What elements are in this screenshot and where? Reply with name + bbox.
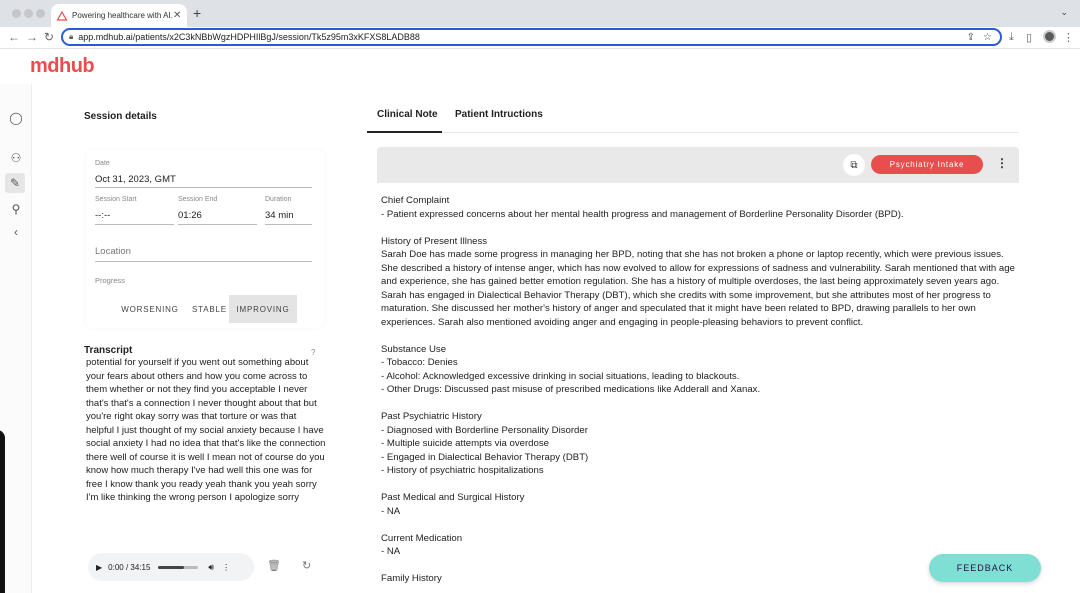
menu-dots-icon[interactable]: ⋮ (1063, 32, 1074, 44)
template-button[interactable]: Psychiatry Intake (871, 155, 983, 174)
note-section (381, 491, 1021, 518)
session-start-field[interactable]: --:-- (95, 210, 111, 221)
progress-worsening-button[interactable]: WORSENING (121, 304, 179, 314)
note-line: - Diagnosed with Borderline Personality Disorder (381, 424, 588, 436)
app-logo[interactable]: mdhub (30, 55, 95, 77)
clinical-note[interactable] (381, 194, 1021, 593)
transcript-title: Transcript (84, 345, 133, 356)
volume-icon[interactable]: 🔊︎ (208, 561, 215, 572)
lock-icon: 🔒︎ (69, 32, 74, 41)
duration-underline (265, 224, 312, 225)
note-section-heading: Family History (381, 573, 442, 584)
player-time: 0:00 / 34:15 (108, 562, 151, 572)
duration-label: Duration (265, 196, 292, 203)
note-section (381, 532, 1021, 559)
play-icon[interactable]: ▶ (96, 562, 103, 572)
end-underline (178, 224, 257, 225)
sidepanel-icon[interactable]: ▯ (1026, 32, 1033, 44)
tab-clinical-note[interactable]: Clinical Note (377, 109, 438, 120)
browser-tabbar (0, 0, 1080, 27)
note-section-heading: Current Medication (381, 532, 463, 544)
window-minimize-dot[interactable] (24, 9, 33, 18)
session-end-label: Session End (178, 196, 218, 203)
window-close-dot[interactable] (12, 9, 21, 18)
note-section (381, 343, 1021, 397)
active-tab-indicator (367, 131, 442, 133)
copy-icon[interactable]: ⧉ (843, 154, 865, 176)
app-root (0, 50, 1080, 593)
download-icon[interactable]: ⤓ (1009, 31, 1014, 43)
warning-icon (57, 11, 67, 21)
note-line: - NA (381, 546, 401, 557)
note-toolbar (377, 147, 1019, 183)
note-line: Sarah Doe has made some progress in managing her BPD, noting that she has not broken a phone or laptop recently, which were previous issues. She described a history of intense anger, which has now evolved to allow for expressions of sadness and vulnerability. Sarah mentioned that with age and experience, she has gained better emotion regulation. She has a history of multiple overdoses, the last being approximately seven years ago. Sarah has engaged in Dialectical Behavior Therapy (DBT), which she credits with some improvement, but she attributes most of her progress to maturation. She discussed her mother's history of anger and speculated that it might have been related to BPD, drawing parallels to her own experiences. Sarah also mentioned avoiding anger and engaging in people-pleasing behaviors to prevent conflict. (381, 249, 1015, 328)
seek-bar[interactable] (158, 566, 198, 569)
progress-label: Progress (95, 276, 126, 285)
session-details-card (86, 150, 324, 328)
date-underline (95, 187, 312, 188)
patients-icon[interactable]: ⚇ (10, 151, 22, 165)
browser-tab[interactable] (51, 4, 187, 27)
location-input[interactable]: Location (95, 246, 131, 257)
note-section (381, 410, 1021, 478)
tab-patient-instructions[interactable]: Patient Intructions (455, 109, 543, 120)
note-section-heading: Substance Use (381, 343, 447, 355)
notes-icon[interactable]: ✎ (5, 173, 25, 193)
chevron-down-icon[interactable]: ⌄ (1060, 7, 1068, 17)
player-menu-icon[interactable]: ⋮ (222, 562, 231, 572)
note-line: - Tobacco: Denies (381, 357, 458, 368)
note-section (381, 194, 1021, 221)
location-underline (95, 261, 312, 262)
feedback-button[interactable]: FEEDBACK (929, 554, 1041, 582)
note-line: - NA (381, 505, 401, 517)
reload-icon[interactable]: ↻ (44, 30, 55, 44)
note-line: - Patient expressed concerns about her mental health progress and management of Borderline Personality Disorder (BPD). (381, 208, 904, 220)
window-zoom-dot[interactable] (36, 9, 45, 18)
date-field[interactable]: Oct 31, 2023, GMT (95, 174, 176, 185)
browser-toolbar (0, 27, 1080, 49)
start-underline (95, 224, 174, 225)
address-bar[interactable] (61, 28, 1002, 46)
note-line: - Multiple suicide attempts via overdose (381, 438, 549, 449)
note-menu-icon[interactable]: ⋮ (996, 156, 1008, 170)
note-section-heading: Chief Complaint (381, 195, 450, 206)
note-section-heading: Past Medical and Surgical History (381, 492, 525, 503)
share-icon[interactable]: ⇪ (966, 31, 976, 43)
note-section (381, 235, 1021, 330)
transcript-content: potential for yourself if you went out something about your fears about others and how you come across to them whether or not they find you acceptable I never that's that's a connection I never thought about that but you're right okay sorry was that torture or was that helpful I just thought of my social anxiety because I have social anxiety I had no idea that that's like the connection there well of course it is well I mean not of course do you know how much therapy I've had well this one was for free I know thank you ready yeah thank you yeah sorry I'm like thinking the wrong person I apologize sorry (86, 357, 326, 503)
progress-stable-button[interactable]: STABLE (192, 304, 227, 314)
profile-avatar[interactable] (1043, 30, 1056, 43)
delete-icon[interactable]: 🗑︎ (267, 560, 281, 572)
note-section (381, 572, 1021, 586)
note-section-heading: Past Psychiatric History (381, 411, 482, 422)
collapse-icon[interactable]: ‹ (14, 225, 18, 239)
note-line: - Engaged in Dialectical Behavior Therapy (DBT) (381, 451, 589, 463)
note-line: - Alcohol: Acknowledged excessive drinking in social situations, leading to blackouts. (381, 370, 740, 382)
duration-field[interactable]: 34 min (265, 210, 294, 221)
forward-icon[interactable]: → (26, 30, 38, 44)
note-line: - History of psychiatric hospitalizations (381, 465, 544, 476)
bookmark-star-icon[interactable]: ☆ (983, 31, 992, 43)
note-section-heading: History of Present Illness (381, 235, 488, 247)
transcript-text[interactable] (86, 357, 326, 541)
session-details-title: Session details (84, 111, 157, 122)
progress-improving-button[interactable]: IMPROVING (229, 295, 297, 323)
session-start-label: Session Start (95, 196, 137, 203)
close-icon[interactable]: ✕ (172, 10, 182, 21)
user-icon[interactable]: ◯ (9, 111, 23, 125)
back-icon[interactable]: ← (8, 30, 20, 44)
progress-selector (110, 295, 297, 323)
browser-tab-title: Powering healthcare with AI. (72, 11, 173, 20)
date-label: Date (95, 160, 110, 167)
refresh-icon[interactable]: ↻ (302, 560, 312, 572)
note-line: - Other Drugs: Discussed past misuse of prescribed medications like Adderall and Xanax. (381, 384, 761, 395)
url-text: app.mdhub.ai/patients/x2C3kNBbWgzHDPHIlBgJ/session/Tk5z95m3xKFXS8LADB88 (78, 32, 420, 42)
tabs-divider (367, 132, 1019, 133)
device-edge (0, 430, 5, 593)
help-icon[interactable]: ? (311, 348, 316, 357)
new-tab-icon[interactable]: + (193, 5, 202, 21)
add-user-icon[interactable]: ⚲ (11, 202, 21, 216)
audio-player[interactable] (88, 553, 254, 581)
session-end-field[interactable]: 01:26 (178, 210, 202, 221)
